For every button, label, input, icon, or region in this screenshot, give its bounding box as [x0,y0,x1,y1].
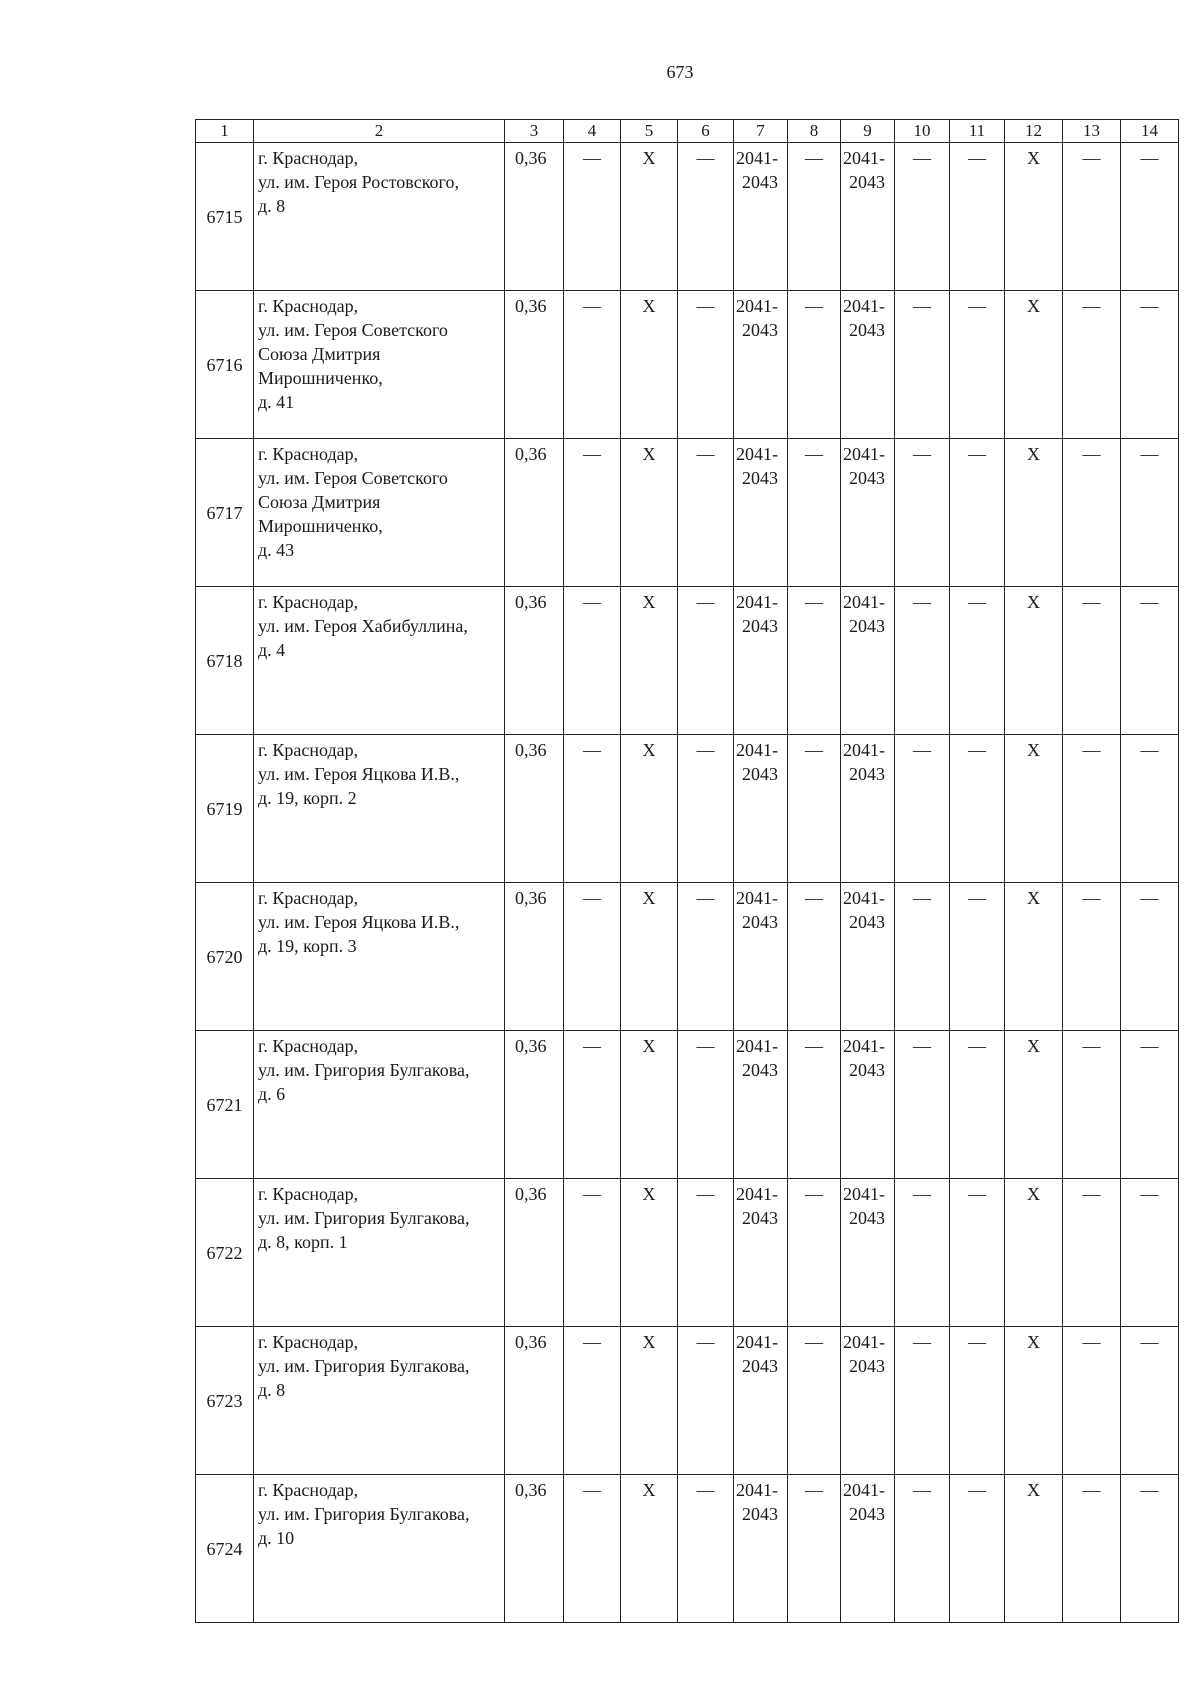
dash-cell: — [1121,291,1179,439]
dash-cell: — [895,735,950,883]
address-line: д. 10 [258,1528,295,1548]
dash-cell: — [564,439,621,587]
year-line: 2043 [742,172,778,192]
table-row [196,1475,1179,1623]
table-row [196,439,1179,587]
dash-cell: — [678,883,734,1031]
table-row [196,587,1179,735]
dash-cell: — [950,439,1005,587]
column-header-12: 12 [1005,120,1063,143]
table-row [196,291,1179,439]
dash-cell: — [564,291,621,439]
dash-cell: — [564,1031,621,1179]
x-mark-cell: X [621,143,678,291]
year-line: 2041- [843,296,885,316]
value-cell: 0,36 [505,587,564,735]
x-mark-cell: X [1005,735,1063,883]
year-line: 2043 [849,912,885,932]
address-line: Союза Дмитрия [258,492,381,512]
dash-cell: — [1121,439,1179,587]
value-cell: 0,36 [505,735,564,883]
dash-cell: — [1121,1475,1179,1623]
year-line: 2043 [742,1208,778,1228]
column-header-1: 1 [196,120,254,143]
year-line: 2041- [843,444,885,464]
x-mark-cell: X [621,1031,678,1179]
address-line: г. Краснодар, [258,740,359,760]
x-mark-cell: X [621,735,678,883]
dash-cell: — [788,143,841,291]
dash-cell: — [1063,1179,1121,1327]
dash-cell: — [678,1031,734,1179]
address-cell [254,587,505,735]
x-mark-cell: X [1005,883,1063,1031]
address-cell [254,143,505,291]
dash-cell: — [678,143,734,291]
dash-cell: — [895,883,950,1031]
dash-cell: — [1063,735,1121,883]
dash-cell: — [788,439,841,587]
dash-cell: — [788,291,841,439]
year-line: 2041- [843,888,885,908]
year-line: 2041- [843,740,885,760]
year-line: 2043 [849,468,885,488]
x-mark-cell: X [1005,587,1063,735]
year-range-cell [734,291,788,439]
year-line: 2041- [736,740,778,760]
dash-cell: — [788,1179,841,1327]
column-header-4: 4 [564,120,621,143]
address-line: г. Краснодар, [258,1036,359,1056]
register-table [195,119,1179,1623]
year-range-cell [734,1327,788,1475]
address-line: д. 19, корп. 2 [258,788,357,808]
dash-cell: — [895,143,950,291]
dash-cell: — [895,439,950,587]
dash-cell: — [950,1475,1005,1623]
dash-cell: — [1121,143,1179,291]
dash-cell: — [788,1031,841,1179]
x-mark-cell: X [621,439,678,587]
year-range-cell [734,1475,788,1623]
year-range-cell [734,1031,788,1179]
year-line: 2041- [843,592,885,612]
column-header-14: 14 [1121,120,1179,143]
dash-cell: — [950,587,1005,735]
address-line: ул. им. Героя Советского [258,468,448,488]
year-range-cell [841,143,895,291]
table-row [196,1179,1179,1327]
address-cell [254,883,505,1031]
year-range-cell [841,439,895,587]
year-line: 2043 [742,1356,778,1376]
dash-cell: — [564,1475,621,1623]
address-line: д. 6 [258,1084,286,1104]
dash-cell: — [788,1327,841,1475]
dash-cell: — [1063,1475,1121,1623]
year-line: 2041- [843,1184,885,1204]
dash-cell: — [1063,1031,1121,1179]
address-line: ул. им. Григория Булгакова, [258,1504,470,1524]
address-line: ул. им. Героя Ростовского, [258,172,459,192]
dash-cell: — [564,1327,621,1475]
address-line: д. 8 [258,1380,286,1400]
year-line: 2041- [843,148,885,168]
year-range-cell [734,439,788,587]
year-range-cell [841,735,895,883]
address-cell [254,1179,505,1327]
year-line: 2041- [736,592,778,612]
address-line: ул. им. Героя Советского [258,320,448,340]
dash-cell: — [678,1327,734,1475]
value-cell: 0,36 [505,1179,564,1327]
row-number: 6716 [196,291,254,439]
address-line: ул. им. Григория Булгакова, [258,1208,470,1228]
dash-cell: — [895,587,950,735]
year-line: 2043 [742,1504,778,1524]
year-range-cell [841,1327,895,1475]
x-mark-cell: X [1005,1475,1063,1623]
value-cell: 0,36 [505,143,564,291]
year-line: 2041- [843,1480,885,1500]
x-mark-cell: X [1005,1179,1063,1327]
address-line: г. Краснодар, [258,888,359,908]
dash-cell: — [678,587,734,735]
dash-cell: — [950,735,1005,883]
x-mark-cell: X [1005,1327,1063,1475]
dash-cell: — [950,1327,1005,1475]
address-line: Союза Дмитрия [258,344,381,364]
column-header-11: 11 [950,120,1005,143]
year-line: 2043 [849,172,885,192]
address-cell [254,735,505,883]
address-line: г. Краснодар, [258,444,359,464]
row-number: 6721 [196,1031,254,1179]
column-header-13: 13 [1063,120,1121,143]
year-line: 2043 [742,912,778,932]
year-line: 2041- [736,1332,778,1352]
address-line: г. Краснодар, [258,1332,359,1352]
address-line: д. 43 [258,540,295,560]
dash-cell: — [564,735,621,883]
x-mark-cell: X [621,1179,678,1327]
address-cell [254,1327,505,1475]
year-line: 2043 [849,1504,885,1524]
year-range-cell [841,1475,895,1623]
dash-cell: — [1063,291,1121,439]
year-range-cell [841,1031,895,1179]
row-number: 6717 [196,439,254,587]
row-number: 6715 [196,143,254,291]
dash-cell: — [1121,1031,1179,1179]
year-line: 2041- [736,444,778,464]
dash-cell: — [950,883,1005,1031]
year-range-cell [734,1179,788,1327]
year-line: 2041- [736,296,778,316]
dash-cell: — [1063,587,1121,735]
year-line: 2043 [742,320,778,340]
address-cell [254,1475,505,1623]
column-header-6: 6 [678,120,734,143]
address-line: ул. им. Григория Булгакова, [258,1060,470,1080]
year-line: 2043 [849,1356,885,1376]
dash-cell: — [564,1179,621,1327]
address-cell [254,439,505,587]
x-mark-cell: X [621,1327,678,1475]
address-line: г. Краснодар, [258,296,359,316]
year-range-cell [841,883,895,1031]
dash-cell: — [1121,587,1179,735]
x-mark-cell: X [1005,439,1063,587]
dash-cell: — [564,587,621,735]
year-line: 2043 [849,616,885,636]
dash-cell: — [950,1031,1005,1179]
dash-cell: — [1063,1327,1121,1475]
column-header-2: 2 [254,120,505,143]
year-line: 2043 [742,1060,778,1080]
year-range-cell [734,143,788,291]
value-cell: 0,36 [505,291,564,439]
year-line: 2043 [849,764,885,784]
dash-cell: — [678,291,734,439]
row-number: 6723 [196,1327,254,1475]
address-line: ул. им. Героя Яцкова И.В., [258,764,460,784]
page-number: 673 [666,62,694,82]
year-range-cell [841,291,895,439]
dash-cell: — [950,143,1005,291]
year-line: 2043 [849,320,885,340]
dash-cell: — [895,1179,950,1327]
dash-cell: — [678,1475,734,1623]
dash-cell: — [678,1179,734,1327]
value-cell: 0,36 [505,1475,564,1623]
year-line: 2041- [736,148,778,168]
year-line: 2041- [736,888,778,908]
year-line: 2043 [742,468,778,488]
dash-cell: — [788,1475,841,1623]
column-header-7: 7 [734,120,788,143]
year-line: 2041- [736,1036,778,1056]
table-row [196,883,1179,1031]
table-row [196,143,1179,291]
address-cell [254,1031,505,1179]
dash-cell: — [1121,1179,1179,1327]
dash-cell: — [1063,439,1121,587]
year-line: 2043 [742,764,778,784]
x-mark-cell: X [1005,291,1063,439]
x-mark-cell: X [621,1475,678,1623]
address-cell [254,291,505,439]
address-line: д. 41 [258,392,295,412]
year-line: 2043 [849,1060,885,1080]
year-line: 2041- [843,1332,885,1352]
address-line: д. 4 [258,640,286,660]
dash-cell: — [788,587,841,735]
dash-cell: — [950,291,1005,439]
address-line: Мирошниченко, [258,516,383,536]
address-line: г. Краснодар, [258,148,359,168]
dash-cell: — [564,143,621,291]
year-line: 2043 [849,1208,885,1228]
year-line: 2041- [736,1184,778,1204]
dash-cell: — [678,735,734,883]
column-header-8: 8 [788,120,841,143]
year-range-cell [841,1179,895,1327]
row-number: 6718 [196,587,254,735]
column-header-5: 5 [621,120,678,143]
value-cell: 0,36 [505,1327,564,1475]
address-line: ул. им. Героя Яцкова И.В., [258,912,460,932]
dash-cell: — [1063,883,1121,1031]
dash-cell: — [895,1327,950,1475]
year-line: 2043 [742,616,778,636]
column-header-9: 9 [841,120,895,143]
row-number: 6720 [196,883,254,1031]
address-line: г. Краснодар, [258,1480,359,1500]
address-line: Мирошниченко, [258,368,383,388]
address-line: ул. им. Героя Хабибуллина, [258,616,468,636]
year-line: 2041- [736,1480,778,1500]
dash-cell: — [895,1475,950,1623]
value-cell: 0,36 [505,1031,564,1179]
header-row [196,120,1179,143]
column-header-10: 10 [895,120,950,143]
dash-cell: — [1121,1327,1179,1475]
address-line: г. Краснодар, [258,592,359,612]
year-range-cell [734,587,788,735]
value-cell: 0,36 [505,883,564,1031]
x-mark-cell: X [621,587,678,735]
dash-cell: — [1063,143,1121,291]
dash-cell: — [1121,735,1179,883]
address-line: г. Краснодар, [258,1184,359,1204]
address-line: д. 19, корп. 3 [258,936,357,956]
dash-cell: — [1121,883,1179,1031]
row-number: 6722 [196,1179,254,1327]
dash-cell: — [788,883,841,1031]
row-number: 6724 [196,1475,254,1623]
dash-cell: — [564,883,621,1031]
year-range-cell [841,587,895,735]
column-header-3: 3 [505,120,564,143]
x-mark-cell: X [1005,143,1063,291]
address-line: д. 8 [258,196,286,216]
year-range-cell [734,883,788,1031]
table-row [196,1031,1179,1179]
dash-cell: — [678,439,734,587]
x-mark-cell: X [621,883,678,1031]
year-line: 2041- [843,1036,885,1056]
dash-cell: — [950,1179,1005,1327]
year-range-cell [734,735,788,883]
row-number: 6719 [196,735,254,883]
address-line: д. 8, корп. 1 [258,1232,348,1252]
table-row [196,735,1179,883]
dash-cell: — [895,1031,950,1179]
dash-cell: — [788,735,841,883]
dash-cell: — [895,291,950,439]
address-line: ул. им. Григория Булгакова, [258,1356,470,1376]
x-mark-cell: X [621,291,678,439]
x-mark-cell: X [1005,1031,1063,1179]
value-cell: 0,36 [505,439,564,587]
table-row [196,1327,1179,1475]
